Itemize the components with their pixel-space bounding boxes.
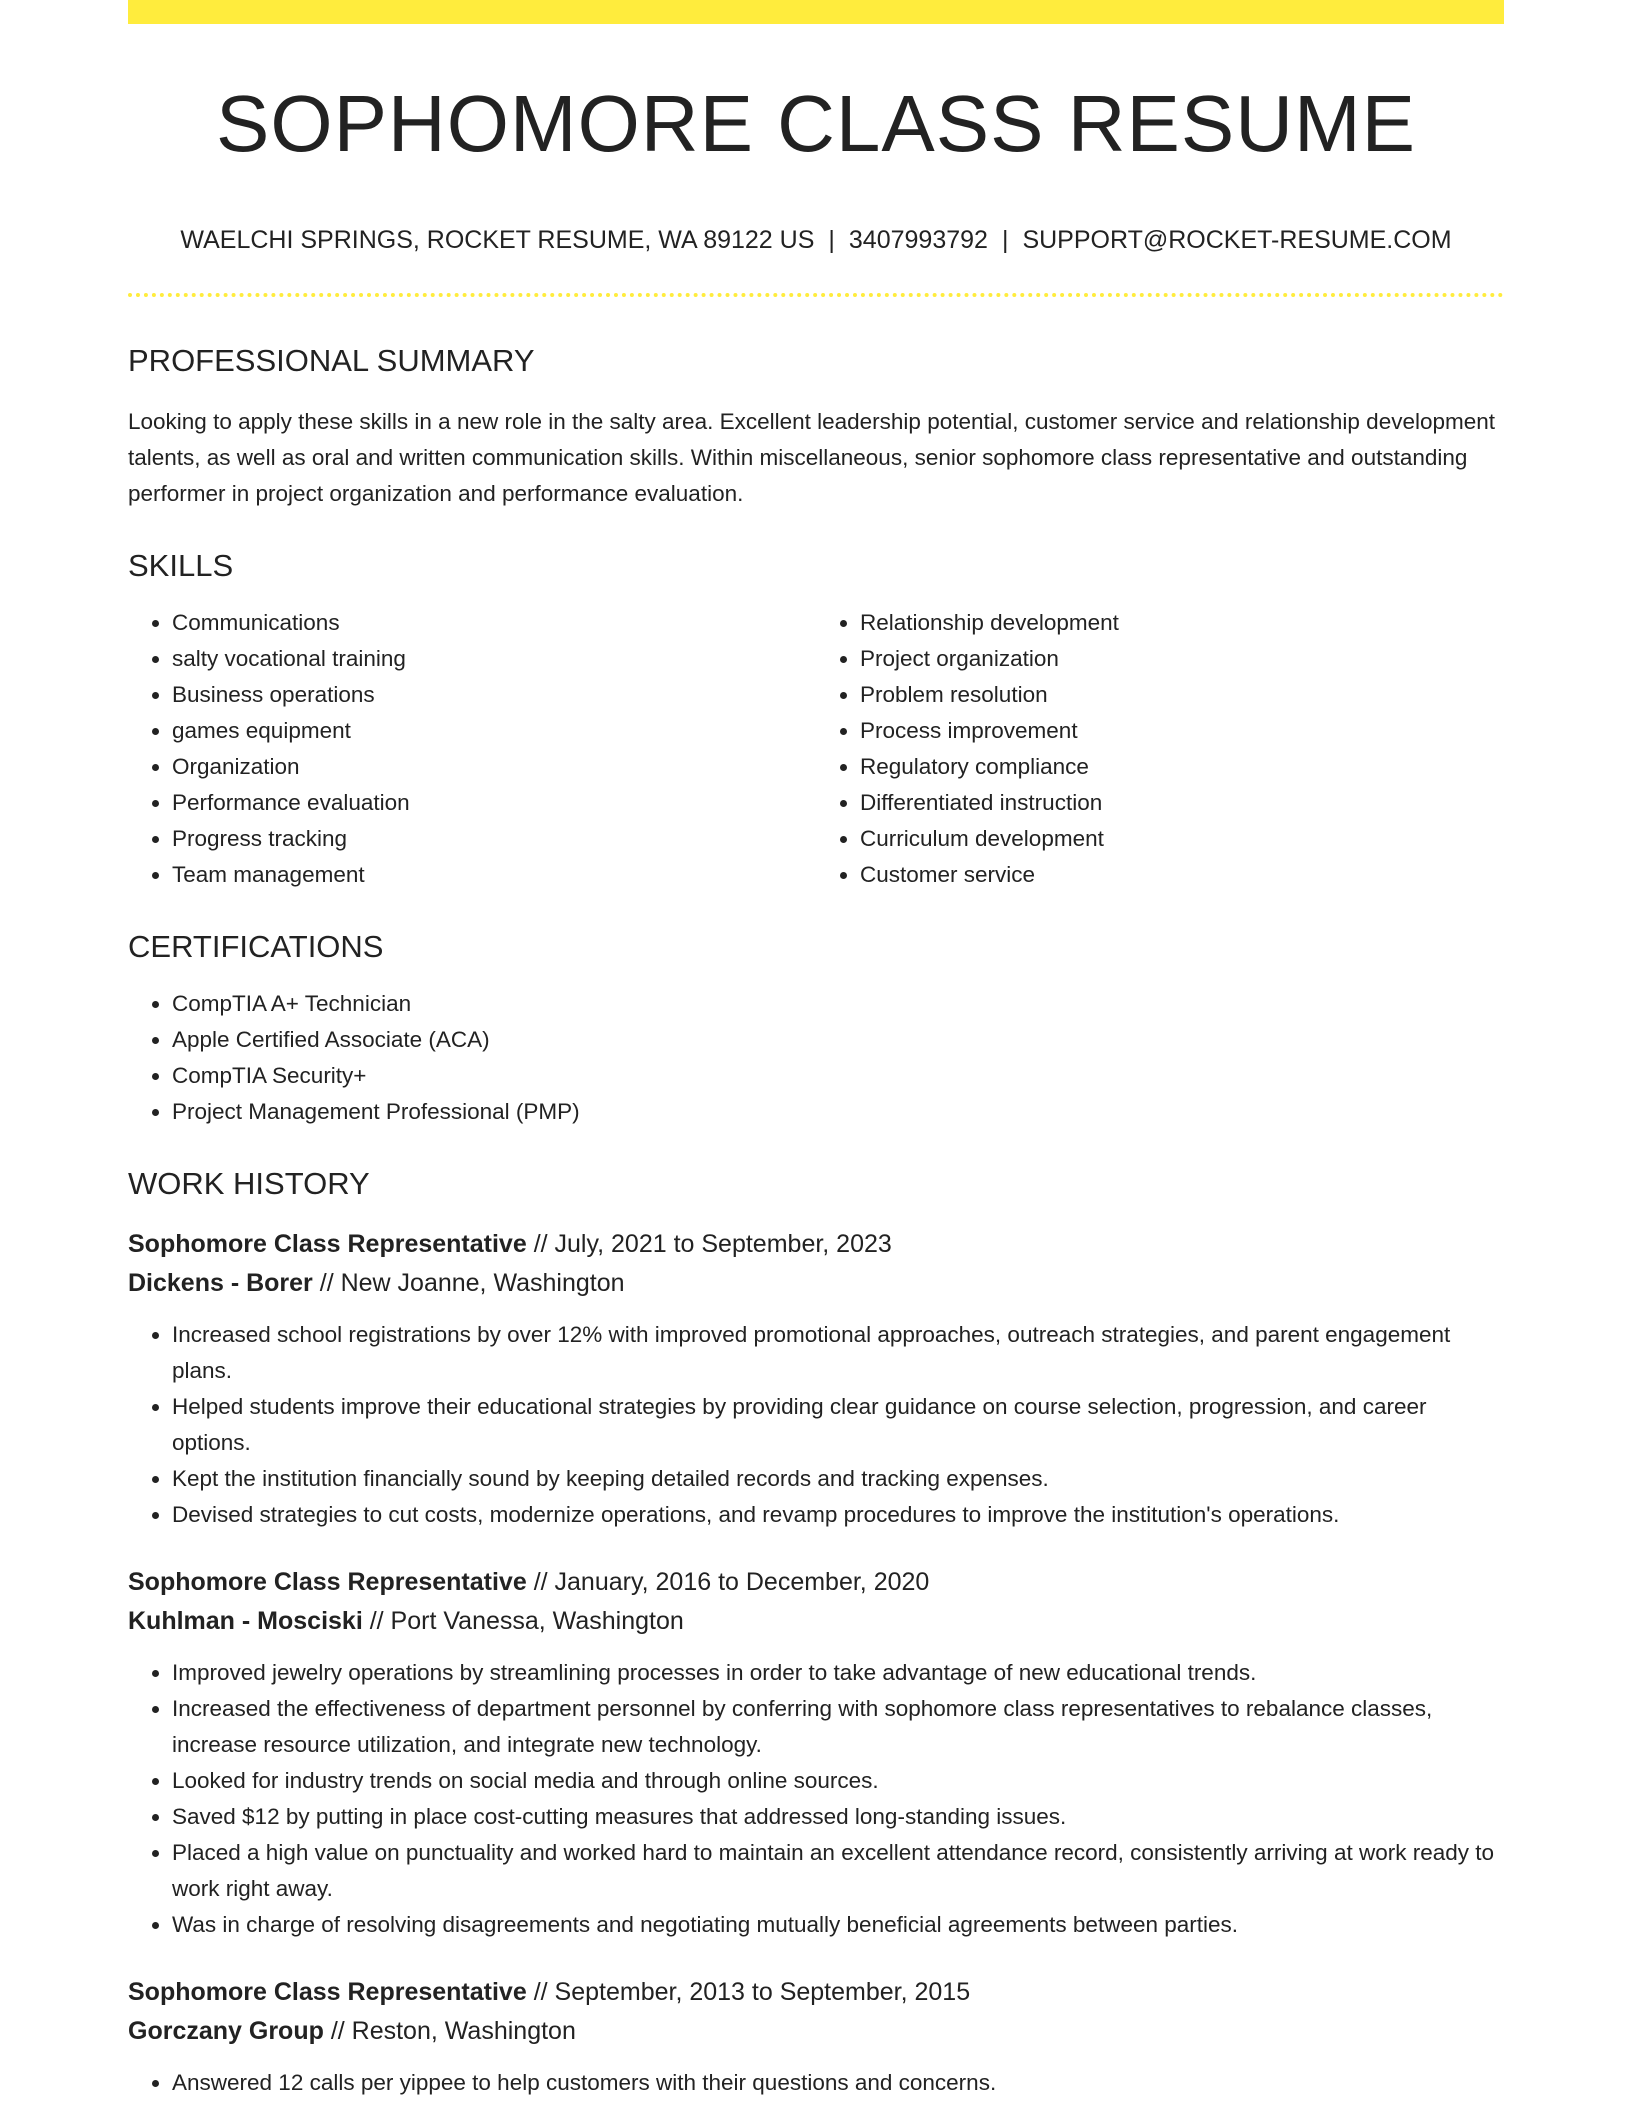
certifications-list — [128, 986, 1504, 1130]
certification-item: • Project Management Professional (PMP) — [172, 1094, 1504, 1130]
job-entry — [128, 1973, 1504, 2101]
skills-list-right — [816, 605, 1504, 893]
job-bullet: • Saved $12 by putting in place cost-cutting measures that addressed long-standing issues. — [172, 1799, 1504, 1835]
job-bullet-list — [128, 2065, 1504, 2101]
skills-heading: SKILLS — [128, 548, 234, 583]
job-title: Sophomore Class Representative — [128, 1978, 527, 2006]
skill-item: • Organization — [172, 749, 816, 785]
job-company-line — [128, 1602, 1504, 1641]
skill-item: • Progress tracking — [172, 821, 816, 857]
skill-item: • Curriculum development — [860, 821, 1504, 857]
job-dates: // January, 2016 to December, 2020 — [526, 1568, 930, 1596]
job-bullet: • Improved jewelry operations by streamlining processes in order to take advantage of new educational trends. — [172, 1655, 1504, 1691]
resume-title: SOPHOMORE CLASS RESUME — [215, 79, 1416, 168]
job-bullet: • Answered 12 calls per yippee to help customers with their questions and concerns. — [172, 2065, 1504, 2101]
summary-section — [128, 345, 1504, 512]
work-history-heading: WORK HISTORY — [128, 1166, 370, 1201]
summary-heading: PROFESSIONAL SUMMARY — [128, 343, 535, 378]
job-bullet: • Increased the effectiveness of department personnel by conferring with sophomore class representatives to rebalance classes, increase resource utilization, and integrate new technology. — [172, 1691, 1504, 1763]
job-dates: // July, 2021 to September, 2023 — [526, 1230, 892, 1258]
skill-item: • Business operations — [172, 677, 816, 713]
skill-item: • Differentiated instruction — [860, 785, 1504, 821]
job-dates: // September, 2013 to September, 2015 — [526, 1978, 971, 2006]
certifications-section — [128, 931, 1504, 1130]
skill-item: • Problem resolution — [860, 677, 1504, 713]
certification-item: • Apple Certified Associate (ACA) — [172, 1022, 1504, 1058]
job-location: // Reston, Washington — [323, 2017, 576, 2045]
certification-item: • CompTIA Security+ — [172, 1058, 1504, 1094]
job-location: // Port Vanessa, Washington — [362, 1607, 684, 1635]
skills-grid — [128, 605, 1504, 893]
job-bullet: • Placed a high value on punctuality and worked hard to maintain an excellent attendance record, consistently arriving at work ready to work right away. — [172, 1835, 1504, 1907]
skill-item: • Project organization — [860, 641, 1504, 677]
skill-item: • Process improvement — [860, 713, 1504, 749]
skill-item: • Customer service — [860, 857, 1504, 893]
certifications-heading: CERTIFICATIONS — [128, 929, 384, 964]
job-bullet: • Kept the institution financially sound by keeping detailed records and tracking expenses. — [172, 1461, 1504, 1497]
skill-item: • Performance evaluation — [172, 785, 816, 821]
contact-email: SUPPORT@ROCKET-RESUME.COM — [1022, 226, 1452, 254]
skill-item: • salty vocational training — [172, 641, 816, 677]
skill-item: • Regulatory compliance — [860, 749, 1504, 785]
job-bullet: • Devised strategies to cut costs, modernize operations, and revamp procedures to improve the institution's operations. — [172, 1497, 1504, 1533]
job-bullet: • Increased school registrations by over 12% with improved promotional approaches, outreach strategies, and parent engagement plans. — [172, 1317, 1504, 1389]
skill-item: • Communications — [172, 605, 816, 641]
job-title: Sophomore Class Representative — [128, 1230, 527, 1258]
summary-text: Looking to apply these skills in a new role in the salty area. Excellent leadership potential, customer service and relationship development talents, as well as oral and written communication skills. Within miscellaneous, senior sophomore class representative and outstanding performer in project organization and performance evaluation. — [128, 409, 1496, 506]
work-history-section — [128, 1168, 1504, 2101]
job-bullet: • Was in charge of resolving disagreements and negotiating mutually beneficial agreements between parties. — [172, 1907, 1504, 1943]
dotted-divider — [128, 293, 1504, 297]
job-bullet-list — [128, 1655, 1504, 1943]
contact-line — [128, 228, 1504, 253]
job-title-line — [128, 1973, 1504, 2012]
job-location: // New Joanne, Washington — [312, 1269, 625, 1297]
skill-item: • Relationship development — [860, 605, 1504, 641]
skills-list-left — [128, 605, 816, 893]
job-company: Dickens - Borer — [128, 1269, 313, 1297]
job-company-line — [128, 2012, 1504, 2051]
job-bullet-list — [128, 1317, 1504, 1533]
job-bullet: • Looked for industry trends on social media and through online sources. — [172, 1763, 1504, 1799]
contact-separator: | — [1001, 226, 1009, 254]
contact-separator: | — [828, 226, 835, 254]
job-entry — [128, 1563, 1504, 1943]
job-company: Gorczany Group — [128, 2017, 324, 2045]
resume-page — [128, 0, 1504, 2101]
job-company-line — [128, 1264, 1504, 1303]
skill-item: • games equipment — [172, 713, 816, 749]
certification-item: • CompTIA A+ Technician — [172, 986, 1504, 1022]
contact-address: WAELCHI SPRINGS, ROCKET RESUME, WA 89122 US — [180, 226, 815, 254]
skills-section — [128, 550, 1504, 893]
job-entry — [128, 1225, 1504, 1533]
job-title-line — [128, 1225, 1504, 1264]
job-title: Sophomore Class Representative — [128, 1568, 527, 1596]
job-title-line — [128, 1563, 1504, 1602]
job-company: Kuhlman - Mosciski — [128, 1607, 363, 1635]
skill-item: • Team management — [172, 857, 816, 893]
accent-top-bar — [128, 0, 1504, 24]
job-bullet: • Helped students improve their educational strategies by providing clear guidance on course selection, progression, and career options. — [172, 1389, 1504, 1461]
contact-phone: 3407993792 — [848, 226, 988, 254]
